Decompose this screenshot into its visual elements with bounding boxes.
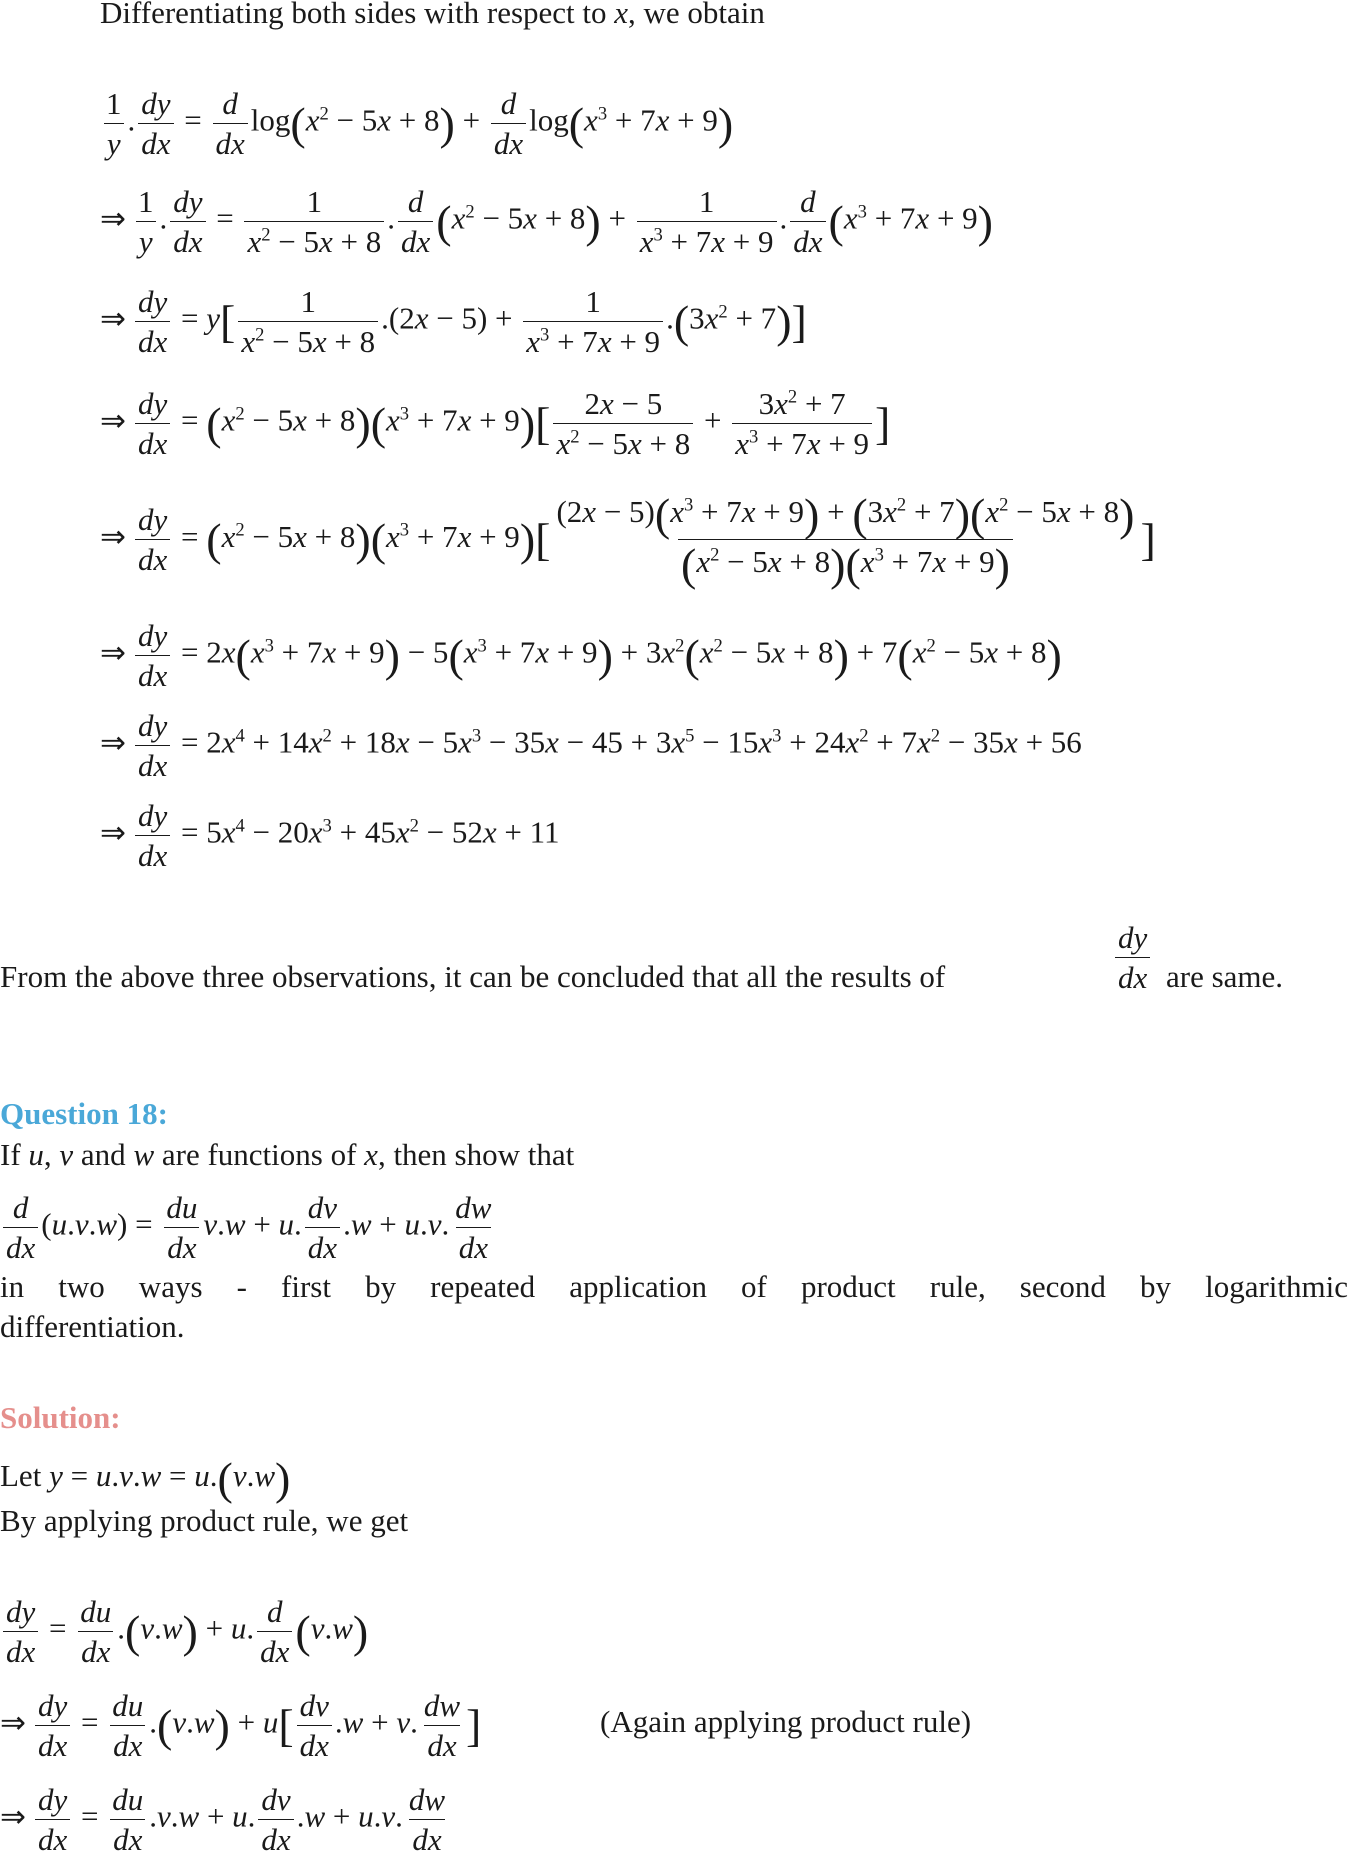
solution-product-rule-line: By applying product rule, we get — [0, 1503, 409, 1538]
solution-heading: Solution: — [0, 1400, 121, 1435]
q-functions-of: are functions of — [161, 1137, 357, 1172]
question-heading: Question 18: — [0, 1096, 168, 1131]
equation-2: ⇒ $\frac{1}{y}$ . $\frac{dy}{dx}$ = $\frac{1}{x^2 - 5x + 8}$ . $\frac{d}{dx}$ $(x^2 - 5x + 8)$ + $\frac{1}{x^3 + 7x + 9}$ . $\frac{d}{dx}$ $(x^3 + 7x + 9)$ — [100, 184, 993, 259]
intro-line — [100, 0, 765, 30]
equation-4: ⇒ $\frac{dy}{dx}$ = $(x^2 - 5x + 8)(x^3 + 7x + 9)$[ $\frac{2x - 5}{x^2 - 5x + 8}$ + $\frac{3x^2 + 7}{x^3 + 7x + 9}$ ] — [100, 386, 891, 461]
q-if: If — [0, 1137, 21, 1172]
solution-equation-2: ⇒ $\frac{dy}{dx}$ = $\frac{du}{dx}$ .(v.w) + u[ $\frac{dv}{dx}$ .w + v. $\frac{dw}{dx}$ ] — [0, 1688, 482, 1763]
intro-variable: x — [614, 0, 629, 30]
solution-equation-1: $\frac{dy}{dx}$ = $\frac{du}{dx}$ .(v.w) + u. $\frac{d}{dx}$ (v.w) — [0, 1596, 368, 1667]
equation-1: $\frac{1}{y}$ . $\frac{dy}{dx}$ = $\frac{d}{dx}$ $\log(x^2 - 5x + 8)$ + $\frac{d}{dx}$ $\log(x^3 + 7x + 9)$ — [100, 88, 733, 159]
equation-5: ⇒ $\frac{dy}{dx}$ = $(x^2 - 5x + 8)(x^3 + 7x + 9)$[ $\frac{(2x - 5)(x^3 + 7x + 9) + (3x^2 + 7)(x^2 - 5x + 8)}{(x^2 - 5x + 8)(x^3 + 7x + 9)}$ ] — [100, 489, 1156, 591]
let-word: Let — [0, 1457, 42, 1493]
conclusion-dydx: $\frac{dy}{dx}$ — [1112, 922, 1153, 993]
intro-text: Differentiating both sides with respect to — [100, 0, 607, 30]
conclusion-line — [0, 960, 945, 994]
solution-equation-3: ⇒ $\frac{dy}{dx}$ = $\frac{du}{dx}$ .v.w + u. $\frac{dv}{dx}$ .w + u.v. $\frac{dw}{dx}$ — [0, 1782, 446, 1857]
solution-let-line: Let y = u.v.w = u.(v.w) — [0, 1453, 291, 1504]
equation-6: ⇒ $\frac{dy}{dx}$ = $2x(x^3 + 7x + 9) - 5(x^3 + 7x + 9) + 3x^2(x^2 - 5x + 8) + 7(x^2 - 5x + 8)$ — [100, 618, 1062, 693]
equation-8: ⇒ $\frac{dy}{dx}$ = $5x^4 - 20x^3 + 45x^2 - 52x + 11$ — [100, 798, 560, 873]
question-equation: $\frac{d}{dx}$ (u.v.w) = $\frac{du}{dx}$ v.w + u. $\frac{dv}{dx}$ .w + u.v. $\frac{dw}{dx}$ — [0, 1192, 497, 1263]
question-line-2: in two ways - first by repeated application of product rule, second by logarithmic — [0, 1269, 1348, 1304]
conclusion-tail — [1166, 960, 1283, 994]
question-line-3: differentiation. — [0, 1309, 185, 1344]
conclusion-text: From the above three observations, it can be concluded that all the results of — [0, 959, 946, 994]
conclusion-tail-text: are same. — [1166, 959, 1284, 994]
again-note: (Again applying product rule) — [600, 1704, 972, 1739]
intro-tail: , we obtain — [628, 0, 765, 30]
equation-3: ⇒ $\frac{dy}{dx}$ = y[ $\frac{1}{x^2 - 5x + 8}$ .(2x − 5) + $\frac{1}{x^3 + 7x + 9}$ $.(3x^2 + 7)$] — [100, 284, 807, 359]
q-and: and — [80, 1137, 126, 1172]
question-line-1: If u, v and w are functions of x, then show that — [0, 1137, 575, 1172]
equation-7: ⇒ $\frac{dy}{dx}$ = $2x^4 + 14x^2 + 18x - 5x^3 - 35x - 45 + 3x^5 - 15x^3 + 24x^2 + 7x^2 - 35x + 56$ — [100, 708, 1082, 783]
q-show-that: , then show that — [377, 1137, 575, 1172]
